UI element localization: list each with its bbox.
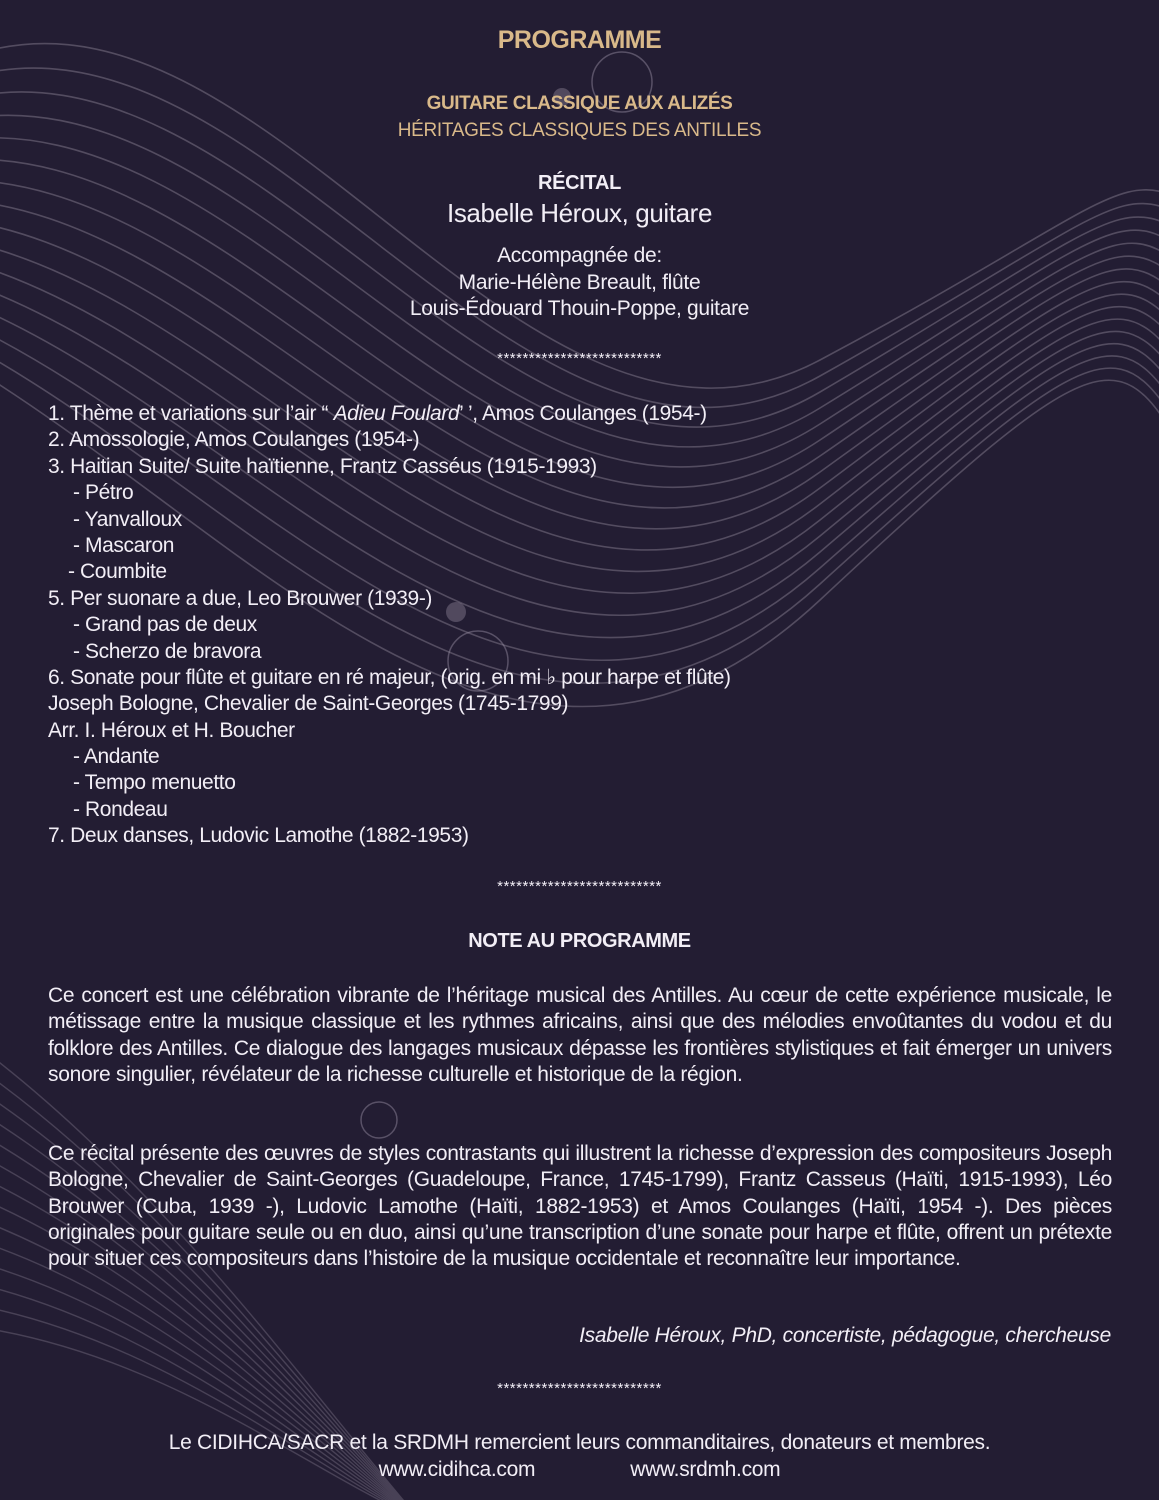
movement-item: - Rondeau <box>73 797 168 821</box>
program-item-6-arranger: Arr. I. Héroux et H. Boucher <box>48 718 295 742</box>
program-item-1-suffix: ’ ’, Amos Coulanges (1954-) <box>459 402 707 425</box>
movement-item: - Grand pas de deux <box>73 613 257 637</box>
note-heading: NOTE AU PROGRAMME <box>468 930 691 952</box>
recital-label: RÉCITAL <box>537 172 622 194</box>
event-subtitle: HÉRITAGES CLASSIQUES DES ANTILLES <box>397 120 762 141</box>
program-item-7: 7. Deux danses, Ludovic Lamothe (1882-1953) <box>48 824 469 848</box>
accompanist-flute: Marie-Hélène Breault, flûte <box>458 270 701 294</box>
movement-item: - Pétro <box>73 481 134 505</box>
movement-item: - Scherzo de bravora <box>73 639 262 663</box>
separator-stars: ************************** <box>497 350 662 367</box>
separator-stars: ************************** <box>497 878 662 895</box>
accompanists-block <box>0 243 1159 323</box>
program-item-1-prefix: 1. Thème et variations sur l’air “ <box>48 402 334 425</box>
note-paragraph-2: Ce récital présente des œuvres de styles contrastants qui illustrent la richesse d’expression des compositeurs Joseph Bologne, Chevalier de Saint-Georges (Guadeloupe, France, 1745-1799), Frantz Casseus (Haïti, 1915-1993), Léo Brouwer (Cuba, 1939 -), Ludovic Lamothe (Haïti, 1882-1953) et Amos Coulanges (Haïti, 1954 -). Des pièces originales pour guitare seule ou en duo, ainsi qu’une transcription d’une sonate pour harpe et flûte, offrent un prétexte pour situer ces compositeurs dans l’histoire de la musique occidentale et reconnaître leur importance. <box>48 1142 1112 1271</box>
event-title: GUITARE CLASSIQUE AUX ALIZÉS <box>426 93 733 114</box>
program-item-2: 2. Amossologie, Amos Coulanges (1954-) <box>48 428 420 452</box>
program-item-1 <box>48 401 1118 427</box>
movement-item: - Andante <box>73 745 160 769</box>
program-item-6: 6. Sonate pour flûte et guitare en ré majeur, (orig. en mi ♭ pour harpe et flûte) <box>48 665 731 689</box>
accompanied-label: Accompagnée de: <box>497 244 662 267</box>
footer-links <box>0 1458 1159 1482</box>
program-item-1-title: Adieu Foulard <box>333 402 460 425</box>
author-signature: Isabelle Héroux, PhD, concertiste, pédagogue, chercheuse <box>579 1324 1111 1347</box>
program-item-3: 3. Haitian Suite/ Suite haïtienne, Frantz Casséus (1915-1993) <box>48 454 597 478</box>
note-paragraph-1: Ce concert est une célébration vibrante de l’héritage musical des Antilles. Au cœur de cette expérience musicale, le métissage entre la musique classique et les rythmes africains, ainsi que des mélodies envoûtantes du vodou et du folklore des Antilles. Ce dialogue des langages musicaux dépasse les frontières stylistiques et fait émerger un univers sonore singulier, révélateur de la richesse culturelle et historique de la région. <box>48 984 1112 1086</box>
program-list <box>48 401 1118 850</box>
footer-thanks: Le CIDIHCA/SACR et la SRDMH remercient leurs commanditaires, donateurs et membres. <box>168 1431 991 1454</box>
program-item-5: 5. Per suonare a due, Leo Brouwer (1939-) <box>48 586 433 610</box>
page-title: PROGRAMME <box>497 26 662 54</box>
accompanist-guitar: Louis-Édouard Thouin-Poppe, guitare <box>409 297 750 320</box>
movement-item: - Tempo menuetto <box>73 771 236 795</box>
link-srdmh[interactable]: www.srdmh.com <box>630 1458 781 1481</box>
movement-item: - Yanvalloux <box>73 507 182 531</box>
program-item-6-composer: Joseph Bologne, Chevalier de Saint-Georges (1745-1799) <box>48 692 569 716</box>
movement-item: - Coumbite <box>68 560 167 584</box>
link-cidihca[interactable]: www.cidihca.com <box>378 1458 536 1481</box>
separator-stars: ************************** <box>497 1380 662 1397</box>
performer-name: Isabelle Héroux, guitare <box>447 198 712 228</box>
movement-item: - Mascaron <box>73 533 175 557</box>
